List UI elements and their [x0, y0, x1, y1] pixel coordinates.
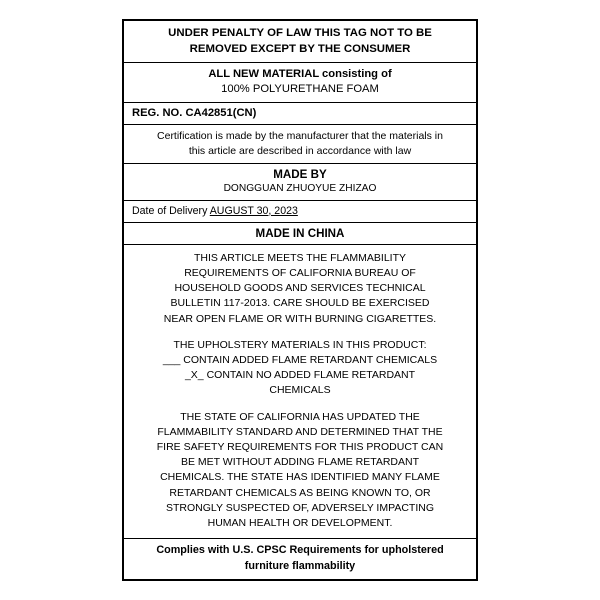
flammability-p3-l3: FIRE SAFETY REQUIREMENTS FOR THIS PRODUCT CAN [156, 441, 444, 453]
flammability-p1-l1: THIS ARTICLE MEETS THE FLAMMABILITY [194, 251, 406, 264]
flammability-p3-l4: BE MET WITHOUT ADDING FLAME RETARDANT [180, 456, 420, 469]
law-tag [122, 19, 478, 581]
penalty-line-1: UNDER PENALTY OF LAW THIS TAG NOT TO BE [168, 26, 432, 39]
flammability-p3-l1: THE STATE OF CALIFORNIA HAS UPDATED THE [180, 410, 420, 423]
flammability-p3-l5: CHEMICALS. THE STATE HAS IDENTIFIED MANY FLAME [160, 471, 440, 484]
delivery-date: AUGUST 30, 2023 [209, 204, 298, 217]
registration-number: REG. NO. CA42851(CN) [132, 106, 257, 119]
flammability-p1-l5: NEAR OPEN FLAME OR WITH BURNING CIGARETTES. [163, 312, 437, 325]
certification-line-1: Certification is made by the manufacturer that the materials in [157, 129, 443, 142]
material-section [124, 63, 476, 103]
flammability-p1-l2: REQUIREMENTS OF CALIFORNIA BUREAU OF [184, 266, 416, 279]
penalty-section [124, 21, 476, 63]
flammability-p2-l4: CHEMICALS [269, 384, 331, 397]
material-line-2: 100% POLYURETHANE FOAM [221, 83, 379, 96]
cpsc-line-2: furniture flammability [244, 559, 356, 572]
flammability-p2-l1: THE UPHOLSTERY MATERIALS IN THIS PRODUCT: [173, 338, 427, 351]
flammability-section [124, 245, 476, 539]
made-by-section [124, 164, 476, 201]
certification-section [124, 125, 476, 164]
flammability-p3-l2: FLAMMABILITY STANDARD AND DETERMINED THAT THE [157, 425, 443, 438]
delivery-date-section [124, 201, 476, 223]
flammability-para-3 [131, 410, 469, 532]
flammability-para-2 [131, 338, 469, 399]
material-line-1: ALL NEW MATERIAL consisting of [208, 67, 392, 80]
flammability-p3-l7: STRONGLY SUSPECTED OF, ADVERSELY IMPACTING [165, 501, 434, 514]
origin-section [124, 223, 476, 245]
made-by-title: MADE BY [273, 167, 327, 181]
paragraph-gap-2 [131, 399, 469, 410]
paragraph-gap-1 [131, 327, 469, 338]
cpsc-section [124, 539, 476, 579]
flammability-p2-l2: ___ CONTAIN ADDED FLAME RETARDANT CHEMICALS [162, 353, 438, 366]
certification-line-2: this article are described in accordance with law [188, 144, 412, 157]
cpsc-line-1: Complies with U.S. CPSC Requirements for upholstered [156, 544, 444, 557]
registration-section [124, 103, 476, 125]
delivery-label: Date of Delivery [132, 204, 210, 217]
flammability-p1-l4: BULLETIN 117-2013. CARE SHOULD BE EXERCISED [170, 297, 430, 310]
delivery-line [130, 204, 470, 219]
flammability-p3-l8: HUMAN HEALTH OR DEVELOPMENT. [207, 517, 393, 530]
flammability-p2-l3: _X_ CONTAIN NO ADDED FLAME RETARDANT [184, 369, 416, 382]
origin-text: MADE IN CHINA [255, 226, 345, 240]
flammability-p3-l6: RETARDANT CHEMICALS AS BEING KNOWN TO, OR [169, 486, 431, 499]
manufacturer-name: DONGGUAN ZHUOYUE ZHIZAO [223, 182, 377, 194]
flammability-p1-l3: HOUSEHOLD GOODS AND SERVICES TECHNICAL [174, 282, 426, 295]
flammability-para-1 [131, 251, 469, 327]
penalty-line-2: REMOVED EXCEPT BY THE CONSUMER [189, 43, 411, 56]
